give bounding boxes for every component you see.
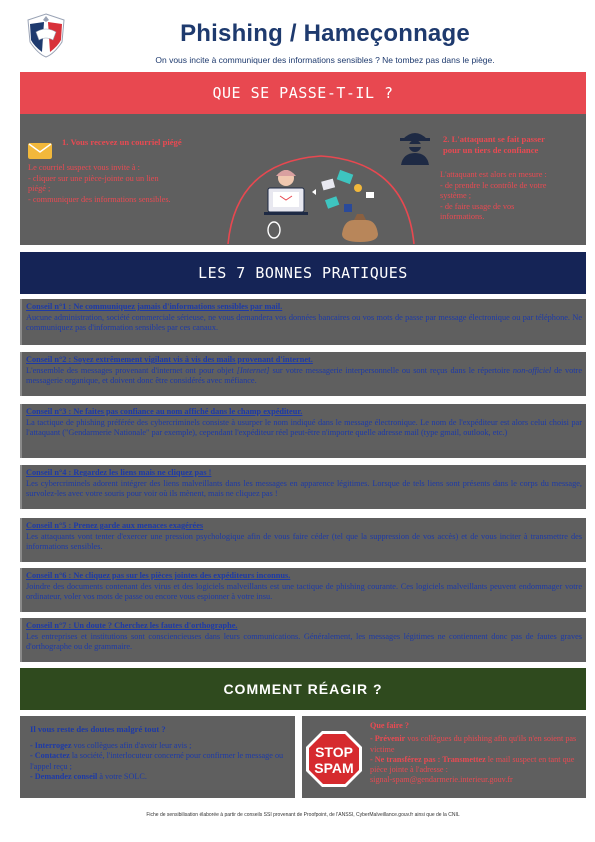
step2-line: système ; [440,191,472,200]
step2-title-line: pour un tiers de confiance [443,145,539,155]
tip-2 [20,352,586,396]
doubt-panel [20,716,295,798]
doubt-item-bold: - Interrogez [30,741,72,750]
tip-body: Les attaquants vont tenter d'exercer une pression psychologique afin de vous faire céder (tel que la suppression de vos accès) et de vous inciter à transmettre des informations sensibles. [26,531,582,551]
report-email: signal-spam@gendarmerie.interieur.gouv.fr [370,775,513,785]
step1-line: - communiquer des informations sensibles. [28,194,171,204]
tip-body-part: sur votre messagerie interpersonnelle ou sont reçus dans le répertoire [269,365,513,375]
tip-3 [20,404,586,458]
step2-line: L'attaquant est alors en mesure : [440,170,547,179]
doubt-item-text: la société, l'interlocuteur concerné pour confirmer le message ou l'appel reçu ; [30,751,284,771]
what-to-do-bold: - Ne transférez pas : Transmettez [370,754,486,764]
tip-1 [20,299,586,345]
tip-body: Joindre des documents contenant des virus et des logiciels malveillants est une tactique de phishing courante. Ces logiciels malveillants peuvent endommager votre ordinateur, voler vos mots de passe ou encore vous espionner à votre insu. [26,581,582,601]
section-heading-how-to-react: COMMENT RÉAGIR ? [20,668,586,710]
doubt-item-text: à votre SOLC. [97,771,147,781]
footer-note: Fiche de sensibilisation élaborée à partir de conseils SSI provenant de Proofpoint, de l'ANSSI, CyberMalveillance.gouv.fr ainsi que de la CNIL [146,812,460,818]
step1-text [28,163,228,205]
doubt-question: Il vous reste des doutes malgré tout ? [30,724,166,734]
step2-title [443,134,545,156]
tip-body: Les cybercriminels adorent intégrer des liens malveillants dans les messages en apparence légitimes. Lorsque de tels liens sont présents dans le corps du message, survolez-les avec votre souris pour voir où ils mènent, mais ne cliquez pas ! [26,478,582,498]
tip-body-italic: non-officiel [512,365,552,375]
what-to-do-item [370,755,580,776]
tip-title: Conseil n°7 : Un doute ? Cherchez les fautes d'orthographe. [26,621,238,630]
tip-body-part: de votre messagerie organique, et doivent donc être considérés avec méfiance. [26,365,583,385]
doubt-item-text: vos collègues afin d'avoir leur avis ; [71,741,192,750]
tip-title: Conseil n°5 : Prenez garde aux menaces exagérées [26,521,204,530]
what-to-do-question: Que faire ? [370,721,409,730]
stop-sign-line2: SPAM [314,760,354,776]
tip-title: Conseil n°6 : Ne cliquez pas sur les pièces jointes des expéditeurs inconnus. [26,571,291,580]
doubt-item [30,772,285,782]
page-title: Phishing / Hameçonnage [180,20,470,47]
step1-line: Le courriel suspect vous invite à : [28,163,140,172]
stop-sign-line1: STOP [315,744,353,760]
tip-body [26,366,582,387]
tip-title: Conseil n°1 : Ne communiquez jamais d'informations sensibles par mail. [26,302,283,311]
tip-5 [20,518,586,562]
tip-title: Conseil n°4 : Regardez les liens mais ne cliquez pas ! [26,468,212,477]
step1-title: 1. Vous recevez un courriel piégé [62,137,182,147]
tip-body: La tactique de phishing préférée des cybercriminels consiste à usurper le nom indiqué dans le message électronique. Le nom de l'expéditeur est alors celui choisi par l'attaquant ("Gendarmerie Nationale" par exemple), cependant l'expéditeur réel peut-être n'importe quelle adresse mail (type gmail, outlook, etc.) [26,417,582,437]
section-heading-best-practices: LES 7 BONNES PRATIQUES [20,252,586,294]
tip-body: Les entreprises et institutions sont consciencieuses dans leurs communications. Généralement, les messages légitimes ne contiennent donc pas de fautes graves d'orthographe ou de grammaire. [26,631,582,651]
page-subtitle: On vous incite à communiquer des informations sensibles ? Ne tombez pas dans le piège. [155,55,495,65]
tip-6 [20,568,586,612]
step2-line: - de prendre le contrôle de votre [440,180,547,190]
tip-body-italic: [Internet] [236,365,270,375]
step1-line: - cliquer sur une pièce-jointe ou un lien [28,173,159,183]
step2-title-line: 2. L'attaquant se fait passer [443,134,545,144]
doubt-item [30,741,285,751]
tip-7 [20,618,586,662]
tip-body-part: L'ensemble des messages provenant d'internet ont pour objet [26,365,237,375]
step2-text [440,170,585,223]
what-to-do-bold: - Prévenir [370,734,406,744]
tip-4 [20,465,586,509]
stop-spam-sign-icon [305,730,363,788]
tip-body: Aucune administration, société commerciale sérieuse, ne vous demandera vos données bancaires ou vos mots de passe par message électronique ou par téléphone. Ne communiquez pas d'information sensibles par ces canaux. [26,312,582,332]
what-to-do-rest: le mail suspect en tant que pièce jointe à l'adresse : [370,754,575,775]
step1-line: piégé ; [28,184,51,193]
step2-line: informations. [440,212,485,221]
tip-title: Conseil n°3 : Ne faites pas confiance au nom affiché dans le champ expéditeur. [26,407,303,416]
doubt-item-bold: - Demandez conseil [30,771,98,781]
step2-line: - de faire usage de vos [440,201,515,211]
doubt-item [30,751,285,772]
tip-title: Conseil n°2 : Soyez extrêmement vigilant vis à vis des mails provenant d'internet. [26,355,313,364]
what-to-do-rest: vos collègues du phishing afin qu'ils n'en soient pas victime [370,734,577,754]
envelope-icon [28,143,52,159]
doubt-item-bold: - Contactez [30,751,70,761]
what-to-do-item [370,734,580,755]
what-to-do-text [370,721,580,786]
gendarmerie-logo-icon [24,12,68,58]
phishing-scene-icon [226,152,416,244]
section-heading-what-happens: QUE SE PASSE-T-IL ? [20,72,586,114]
